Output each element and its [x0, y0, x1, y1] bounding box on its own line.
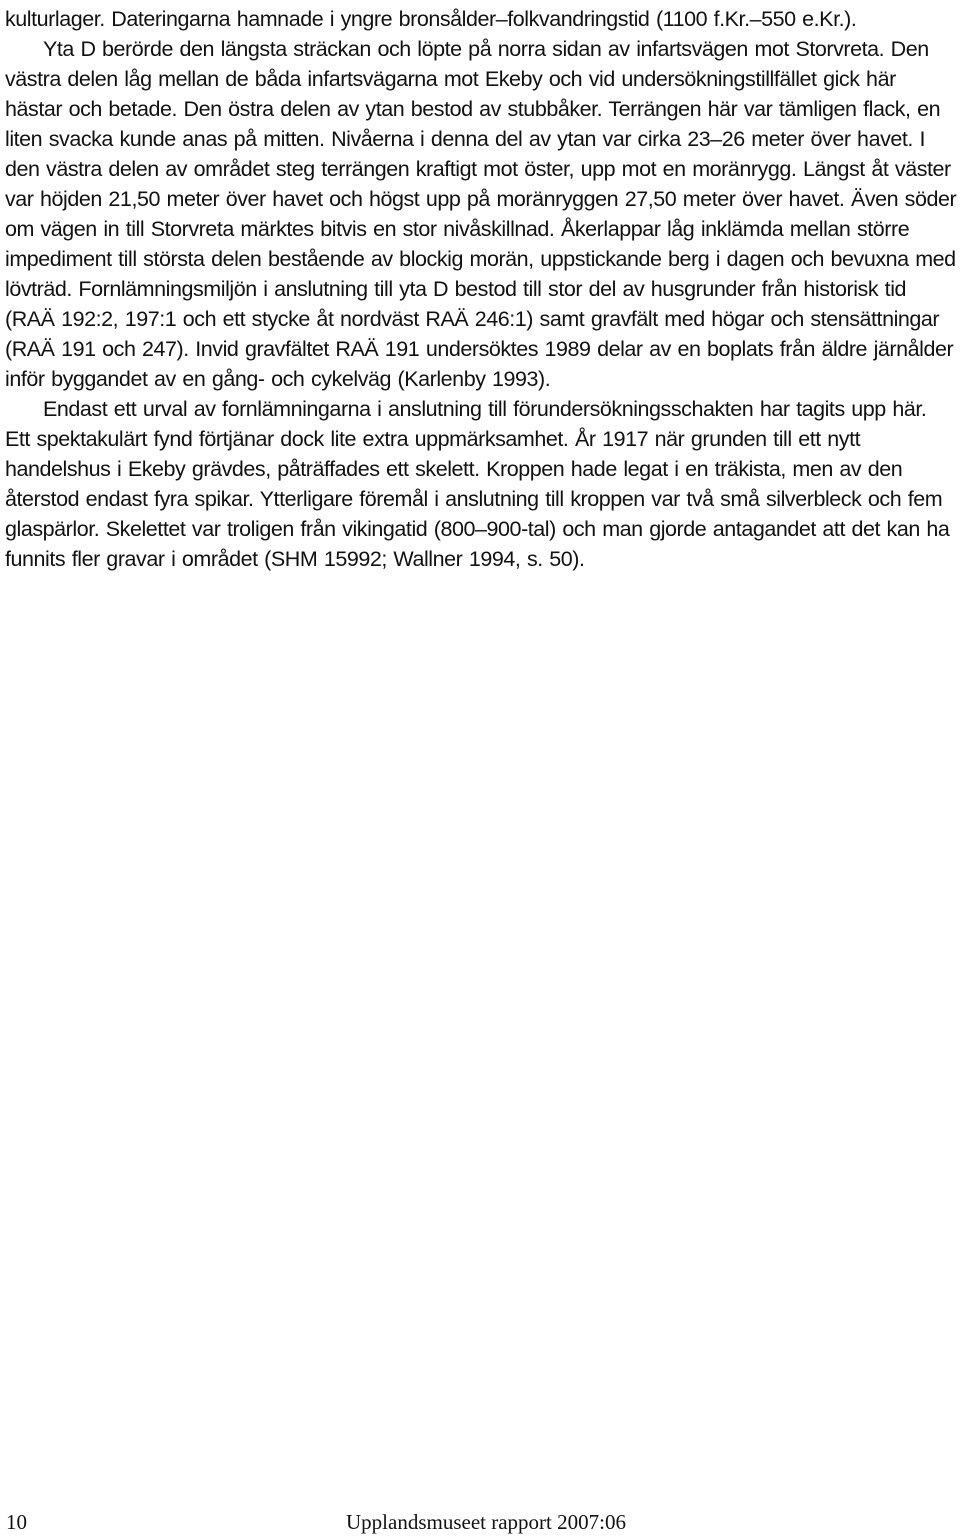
paragraph-area-d: Yta D berörde den längsta sträckan och löpte på norra sidan av infartsvägen mot Storvreta. Den västra delen låg mellan de båda infartsvägarna mot Ekeby och vid undersökningstillfället gick här hästar och betade. Den östra delen av ytan bestod av stubbåker. Terrängen här var tämligen flack, en liten svacka kunde anas på mitten. Nivåerna i denna del av ytan var cirka 23–26 meter över havet. I den västra delen av området steg terrängen kraftigt mot öster, upp mot en moränrygg. Längst åt väster var höjden 21,50 meter över havet och högst upp på moränryggen 27,50 meter över havet. Även söder om vägen in till Storvreta märktes bitvis en stor nivåskillnad. Åkerlappar låg inklämda mellan större impediment till största delen bestående av blockig morän, uppstickande berg i dagen och bevuxna med lövträd. Fornlämningsmiljön i anslutning till yta D bestod till stor del av husgrunder från historisk tid (RAÄ 192:2, 197:1 och ett stycke åt nordväst RAÄ 246:1) samt gravfält med högar och stensättningar (RAÄ 191 och 247). Invid gravfältet RAÄ 191 undersöktes 1989 delar av en boplats från äldre järnålder inför byggandet av en gång- och cykelväg (Karlenby 1993).: [5, 37, 957, 391]
paragraph-finds: Endast ett urval av fornlämningarna i anslutning till förundersökningsschakten har tagits upp här. Ett spektakulärt fynd förtjänar dock lite extra uppmärksamhet. År 1917 när grunden till ett nytt handelshus i Ekeby grävdes, påträffades ett skelett. Kroppen hade legat i en träkista, men av den återstod endast fyra spikar. Ytterligare föremål i anslutning till kroppen var två små silverbleck och fem glaspärlor. Skelettet var troligen från vikingatid (800–900-tal) och man gjorde antagandet att det kan ha funnits fler gravar i området (SHM 15992; Wallner 1994, s. 50).: [5, 397, 950, 571]
page-number: 10: [6, 1510, 27, 1534]
report-title: Upplandsmuseet rapport 2007:06: [346, 1510, 626, 1534]
body-text: [5, 4, 957, 574]
paragraph-dating: kulturlager. Dateringarna hamnade i yngre bronsålder–folkvandringstid (1100 f.Kr.–550 e.Kr.).: [5, 7, 857, 31]
